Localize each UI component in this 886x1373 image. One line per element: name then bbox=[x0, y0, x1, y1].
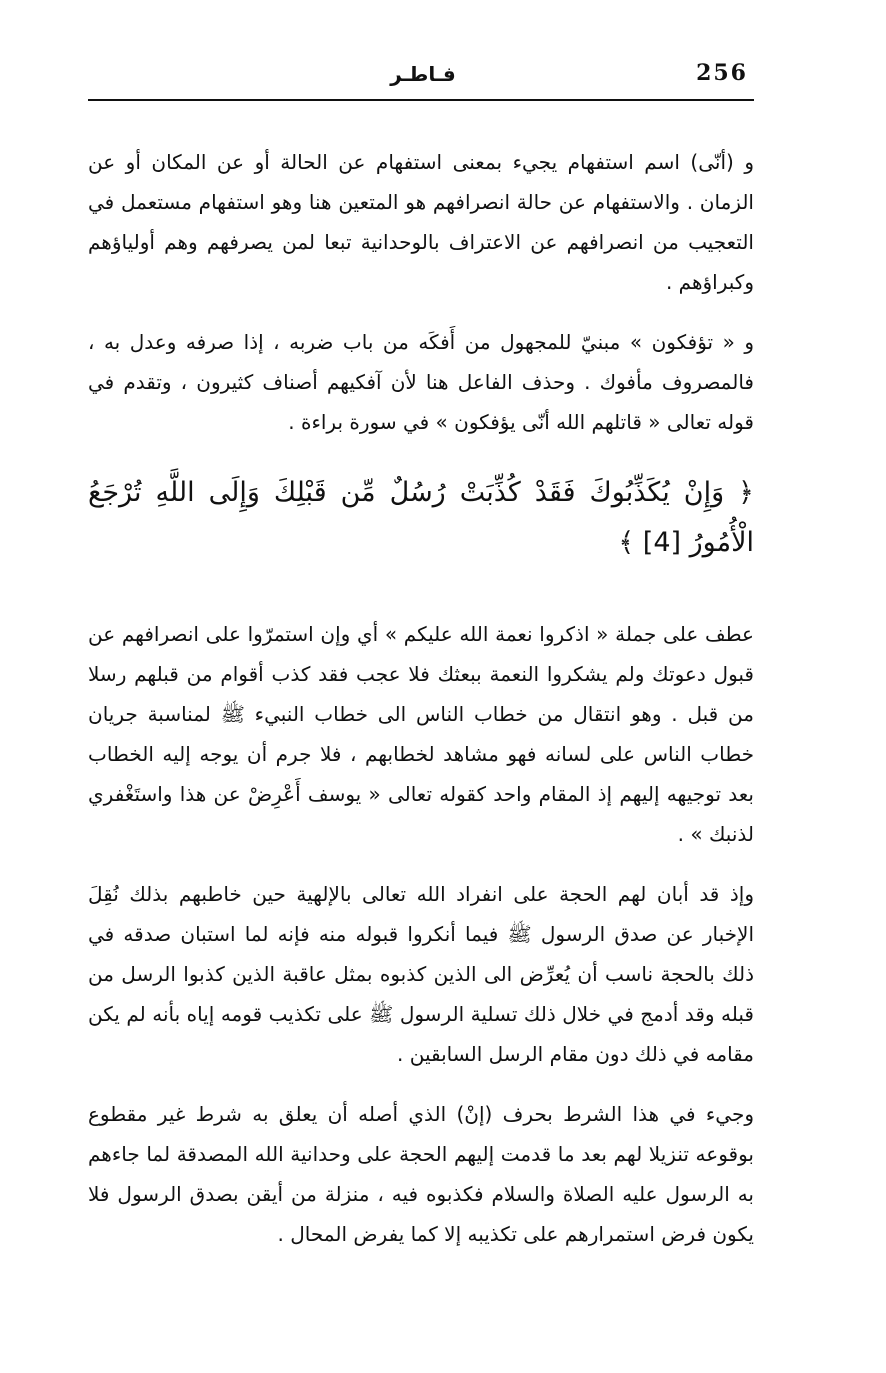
paragraph-shart: وجيء في هذا الشرط بحرف (إنْ) الذي أصله أن يعلق به شرط غير مقطوع بوقوعه تنزيلا لهم بعد ما قدمت إليهم الحجة على وحدانية الله المصدقة لما جاءهم به الرسول عليه الصلاة والسلام فكذبوه فيه ، منزلة من أيقن بصدق الرسول فلا يكون فرض استمرارهم على تكذيبه إلا كما يفرض المحال . bbox=[88, 1102, 754, 1246]
header-divider bbox=[88, 99, 754, 101]
page-header bbox=[88, 58, 754, 98]
quran-verse: ﴿ وَإِنْ يُكَذِّبُوكَ فَقَدْ كُذِّبَتْ رُسُلٌ مِّن قَبْلِكَ وَإِلَى اللَّهِ تُرْجَعُ الْأُمُورُ [4] ﴾ bbox=[88, 477, 754, 558]
paragraph-hujja: وإذ قد أبان لهم الحجة على انفراد الله تعالى بالإلهية حين خاطبهم بذلك نُقِلَ الإخبار عن صدق الرسول ﷺ فيما أنكروا قبوله منه فإنه لما استبان صدقه في ذلك بالحجة ناسب أن يُعرِّض الى الذين كذبوه بمثل عاقبة الذين كذبوا الرسل من قبله وقد أدمج في خلال ذلك تسلية الرسول ﷺ على تكذيب قومه إياه بأنه لم يكن مقامه في ذلك دون مقام الرسل السابقين . bbox=[88, 882, 754, 1066]
paragraph-anna: و (أنّى) اسم استفهام يجيء بمعنى استفهام عن الحالة أو عن المكان أو عن الزمان . والاستفهام عن حالة انصرافهم هو المتعين هنا وهو استفهام مستعمل في التعجيب من انصرافهم عن الاعتراف بالوحدانية تبعا لمن يصرفهم وهم أولياؤهم وكبراؤهم . bbox=[88, 150, 754, 294]
surah-title: فـاطـر bbox=[390, 62, 456, 86]
paragraph-tufakun: و « تؤفكون » مبنيّ للمجهول من أَفكَه من باب ضربه ، إذا صرفه وعدل به ، فالمصروف مأفوك . وحذف الفاعل هنا لأن آفكيهم أصناف كثيرون ، وتقدم في قوله تعالى « قاتلهم الله أنّى يؤفكون » في سورة براءة . bbox=[88, 330, 754, 434]
page-number: 256 bbox=[696, 60, 748, 86]
commentary-body bbox=[88, 142, 754, 1254]
paragraph-atf: عطف على جملة « اذكروا نعمة الله عليكم » أي وإن استمرّوا على انصرافهم عن قبول دعوتك ولم يشكروا النعمة ببعثك فلا عجب فقد كذب أقوام من قبلهم رسلا من قبل . وهو انتقال من خطاب الناس الى خطاب النبيء ﷺ لمناسبة جريان خطاب الناس على لسانه فهو مشاهد لخطابهم ، فلا جرم أن يوجه إليه الخطاب بعد توجيهه إليهم إذ المقام واحد كقوله تعالى « يوسف أَعْرِضْ عن هذا واستَغْفري لذنبك » . bbox=[88, 622, 754, 846]
